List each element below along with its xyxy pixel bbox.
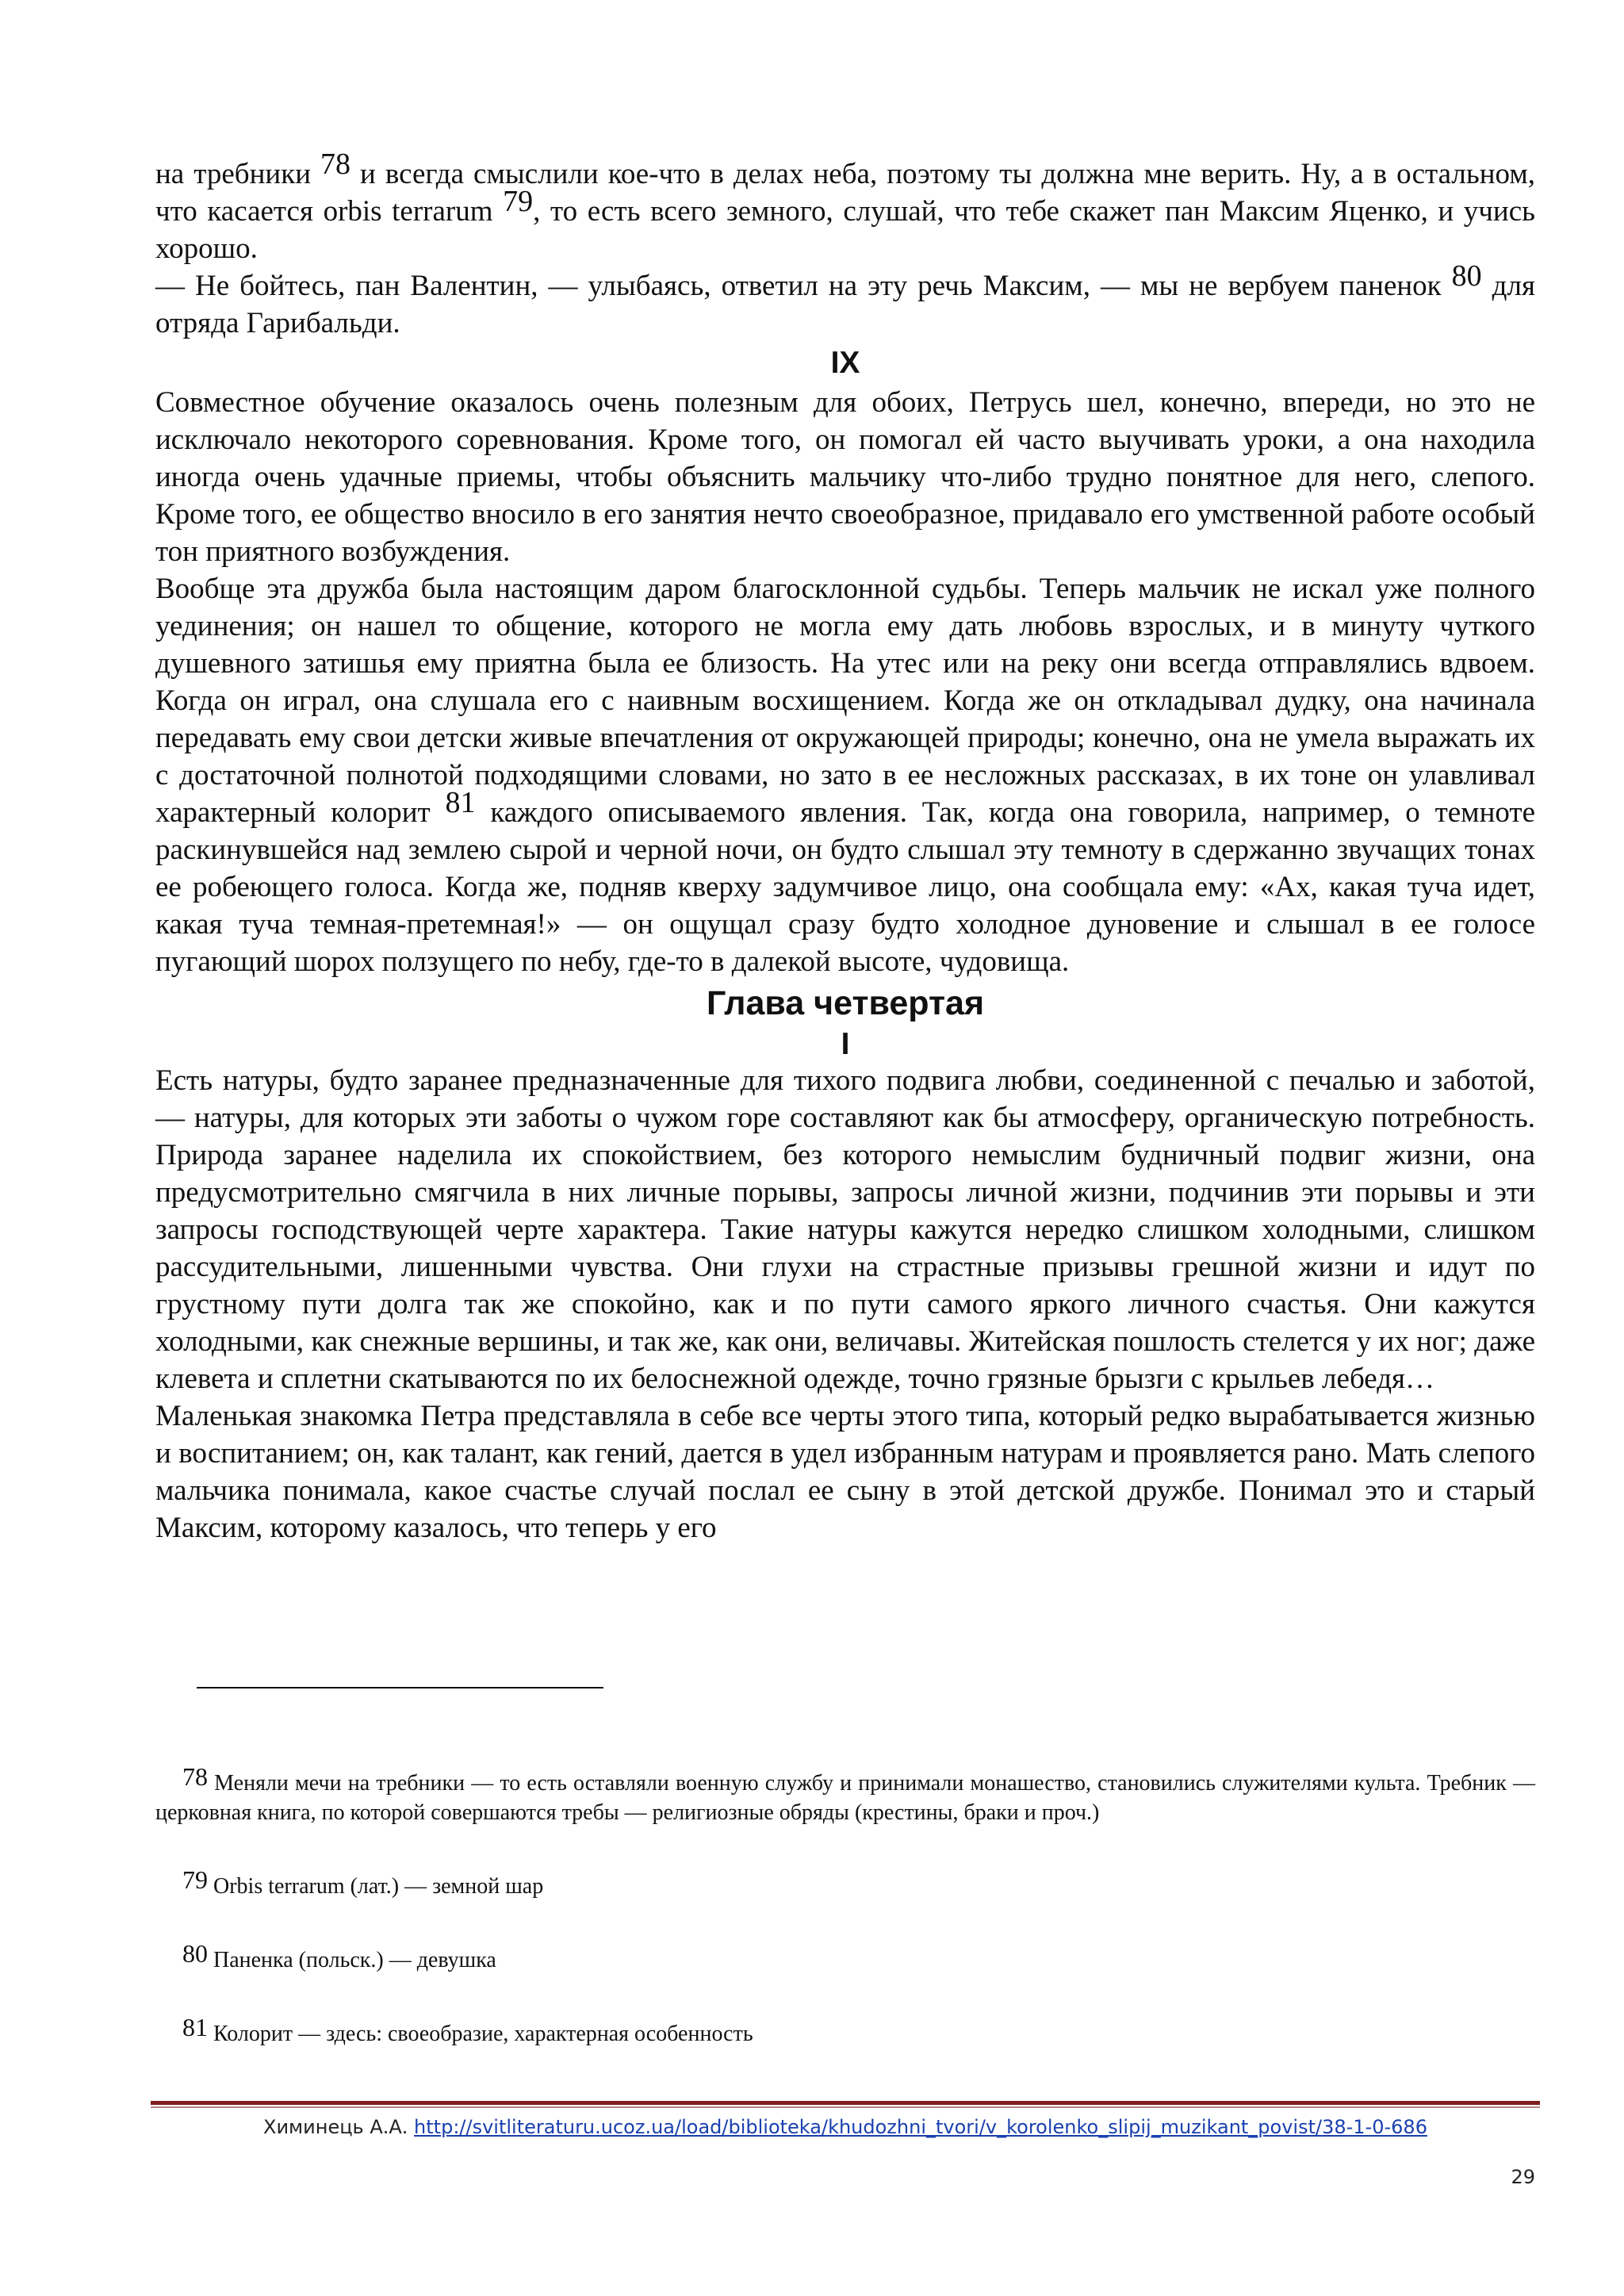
paragraph-3: Совместное обучение оказалось очень полезным для обоих, Петрусь шел, конечно, впереди, но это не исключало некоторого соревнования. Кроме того, он помогал ей часто выучивать уроки, а она находила иногда очень удачные приемы, чтобы объяснить мальчику что-либо трудно понятное для него, слепого. Кроме того, ее общество вносило в его занятия нечто своеобразное, придавало его умственной работе особый тон приятного возбуждения.: [155, 386, 1535, 568]
footnote-separator: [197, 1687, 603, 1688]
text-span: и всегда смыслили кое-что в делах неба, поэтому ты должна мне верить. Ну, а в остальном, что касается orbis terrarum: [155, 158, 1535, 228]
paragraph-1: [155, 148, 1535, 267]
footnote-81: [155, 2013, 1535, 2049]
paragraph-6: Маленькая знакомка Петра представляла в себе все черты этого типа, который редко вырабатывается жизнью и воспитанием; он, как талант, как гений, дается в удел избранным натурам и проявляется рано. Мать слепого мальчика понимала, какое счастье случай послал ее сыну в этой детской дружбе. Понимал это и старый Максим, которому казалось, что теперь у его: [155, 1400, 1535, 1544]
footnote-text: Колорит — здесь: своеобразие, характерная особенность: [208, 2022, 753, 2046]
footnote-number: 78: [182, 1762, 208, 1791]
section-heading-i: I: [841, 1027, 850, 1061]
footnote-ref-80[interactable]: 80: [1451, 259, 1482, 293]
footnote-text: Меняли мечи на требники — то есть оставляли военную службу и принимали монашество, становились служителями культа. Требник — церковная книга, по которой совершаются требы — религиозные обряды (крестины, браки и проч.): [155, 1771, 1535, 1825]
footnote-ref-81[interactable]: 81: [445, 786, 476, 819]
footnote-number: 79: [182, 1865, 208, 1894]
text-span: для отряда Гарибальди.: [155, 270, 1535, 339]
footnote-ref-79[interactable]: 79: [503, 185, 534, 218]
main-text: [155, 148, 1535, 1547]
text-span: каждого описываемого явления. Так, когда она говорила, например, о темноте раскинувшейся над землею сырой и черной ночи, он будто слышал эту темноту в сдержанно звучащих тонах ее робеющего голоса. Когда же, подняв кверху задумчивое лицо, она сообщала ему: «Ах, какая туча идет, какая туча темная-претемная!» — он ощущал сразу будто холодное дуновение и слышал в ее голосе пугающий шорох ползущего по небу, где-то в далекой высоте, чудовища.: [155, 796, 1535, 978]
footnote-80: [155, 1939, 1535, 1975]
footnote-number: 81: [182, 2013, 208, 2041]
page-footer: [151, 2114, 1540, 2140]
footnote-text: Паненка (польск.) — девушка: [208, 1948, 496, 1972]
footnote-text: Orbis terrarum (лат.) — земной шар: [208, 1874, 544, 1899]
chapter-heading: Глава четвертая: [706, 984, 985, 1022]
paragraph-2: [155, 259, 1535, 342]
footnote-number: 80: [182, 1939, 208, 1968]
paragraph-5: Есть натуры, будто заранее предназначенные для тихого подвига любви, соединенной с печалью и заботой, — натуры, для которых эти заботы о чужом горе составляют как бы атмосферу, органическую потребность. Природа заранее наделила их спокойствием, без которого немыслим будничный подвиг жизни, она предусмотрительно смягчила в них личные порывы, запросы личной жизни, подчинив эти порывы и эти запросы господствующей черте характера. Такие натуры кажутся нередко слишком холодными, слишком рассудительными, лишенными чувства. Они глухи на страстные призывы грешной жизни и идут по грустному пути долга так же спокойно, как и по пути самого яркого личного счастья. Они кажутся холодными, как снежные вершины, и так же, как они, величавы. Житейская пошлость стелется у их ног; даже клевета и сплетни скатываются по их белоснежной одежде, точно грязные брызги с крыльев лебедя…: [155, 1064, 1535, 1395]
footnote-79: [155, 1865, 1535, 1901]
footer-author: Химинець А.А.: [263, 2116, 415, 2138]
text-span: Вообще эта дружба была настоящим даром благосклонной судьбы. Теперь мальчик не искал уже полного уединения; он нашел то общение, которого не могла ему дать любовь взрослых, и в минуту чуткого душевного затишья ему приятна была ее близость. На утес или на реку они всегда отправлялись вдвоем. Когда он играл, она слушала его с наивным восхищением. Когда же он откладывал дудку, она начинала передавать ему свои детски живые впечатления от окружающей природы; конечно, она не умела выражать их с достаточной полнотой подходящими словами, но зато в ее несложных рассказах, в их тоне он улавливал характерный колорит: [155, 573, 1535, 829]
footer-rule: [151, 2101, 1540, 2105]
text-span: на требники: [155, 158, 321, 190]
text-span: , то есть всего земного, слушай, что тебе скажет пан Максим Яценко, и учись хорошо.: [155, 195, 1535, 265]
section-heading-ix: IX: [830, 346, 860, 380]
footnote-78: [155, 1762, 1535, 1827]
paragraph-4: [155, 570, 1535, 980]
page-number: 29: [1511, 2166, 1535, 2188]
source-link[interactable]: http://svitliteraturu.ucoz.ua/load/biblioteka/khudozhni_tvori/v_korolenko_slipij_muzikant_povist/38-1-0-686: [414, 2116, 1427, 2138]
footnote-ref-78[interactable]: 78: [320, 148, 351, 181]
footnotes: [155, 1762, 1535, 2049]
text-span: — Не бойтесь, пан Валентин, — улыбаясь, ответил на эту речь Максим, — мы не вербуем паненок: [155, 270, 1452, 302]
footer-rule-thin: [151, 2106, 1540, 2108]
